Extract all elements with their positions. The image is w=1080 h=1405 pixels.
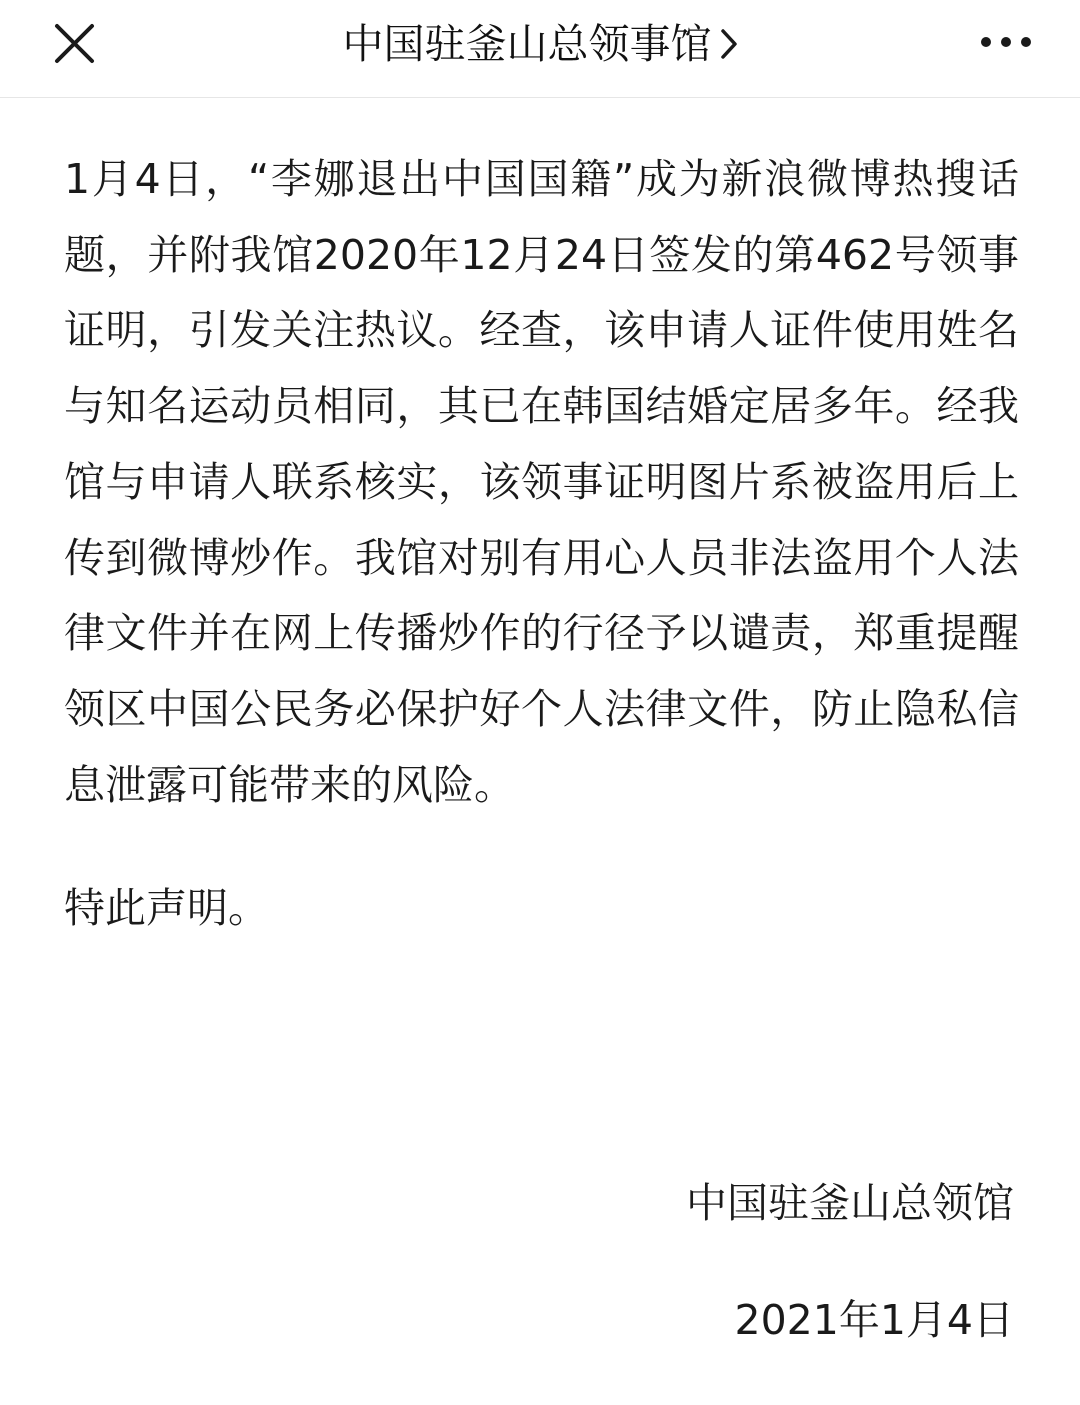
account-title-link[interactable] [0,16,1080,75]
more-options-button[interactable] [975,24,1039,60]
more-horizontal-icon [975,24,1039,60]
signature: 中国驻釜山总领馆 [686,1179,1014,1227]
navigation-bar [0,0,1080,98]
account-title: 中国驻釜山总领事馆 [342,20,712,68]
article-body [64,142,1019,947]
publish-date: 2021年1月4日 [734,1296,1014,1344]
closing-paragraph: 特此声明。 [64,884,269,933]
chevron-right-icon [720,19,738,75]
statement-paragraph: 1月4日，“李娜退出中国国籍”成为新浪微博热搜话题，并附我馆2020年12月24日签发的第462号领事证明，引发关注热议。经查，该申请人证件使用姓名与知名运动员相同，其已在韩国结婚定居多年。经我馆与申请人联系核实，该领事证明图片系被盗用后上传到微博炒作。我馆对别有用心人员非法盗用个人法律文件并在网上传播炒作的行径予以谴责，郑重提醒领区中国公民务必保护好个人法律文件，防止隐私信息泄露可能带来的风险。 [64,155,1019,809]
